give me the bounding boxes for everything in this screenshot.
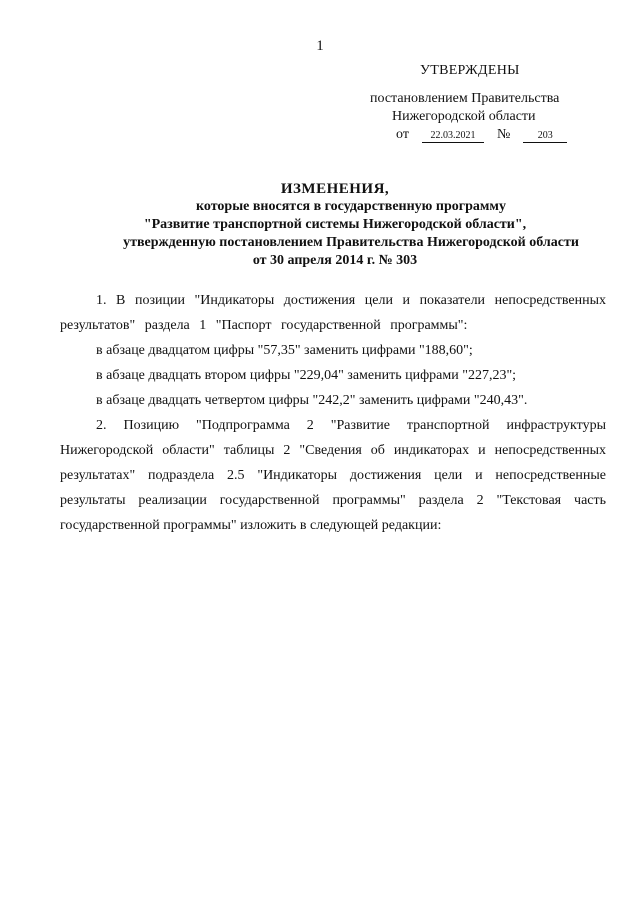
approved-region-line: Нижегородской области — [392, 109, 536, 124]
title-line-3: утвержденную постановлением Правительства Нижегородской области — [123, 235, 579, 250]
paragraph-4: в абзаце двадцать четвертом цифры "242,2" заменить цифрами "240,43". — [96, 393, 528, 408]
from-label: от — [396, 127, 409, 142]
title-main: ИЗМЕНЕНИЯ, — [280, 181, 390, 197]
number-label: № — [496, 127, 511, 142]
approved-by-line: постановлением Правительства — [370, 91, 560, 106]
document-body — [60, 288, 606, 538]
page-number: 1 — [316, 38, 324, 54]
title-line-4: от 30 апреля 2014 г. № 303 — [252, 253, 418, 268]
title-line-1: которые вносятся в государственную программу — [196, 199, 506, 214]
approval-number: 203 — [523, 130, 567, 143]
paragraph-5: 2. Позицию "Подпрограмма 2 "Развитие транспортной инфраструктуры Нижегородской области" таблицы 2 "Сведения об индикаторах и непосредственных результатах" подраздела 2.5 "Индикаторы достижения цели и непосредственные результаты реализации государственной программы" раздела 2 "Текстовая часть государственной программы" изложить в следующей редакции: — [60, 418, 606, 533]
paragraph-3: в абзаце двадцать втором цифры "229,04" заменить цифрами "227,23"; — [96, 368, 517, 383]
approved-title: УТВЕРЖДЕНЫ — [420, 63, 520, 78]
approval-stamp — [340, 62, 610, 144]
title-line-2: "Развитие транспортной системы Нижегородской области", — [143, 217, 527, 232]
approved-date-row — [340, 126, 610, 144]
approval-date: 22.03.2021 — [422, 130, 484, 143]
paragraph-1: 1. В позиции "Индикаторы достижения цели и показатели непосредственных результатов" раздела 1 "Паспорт государственной программы": — [60, 293, 606, 333]
document-title — [60, 180, 610, 270]
paragraph-2: в абзаце двадцатом цифры "57,35" заменить цифрами "188,60"; — [96, 343, 473, 358]
